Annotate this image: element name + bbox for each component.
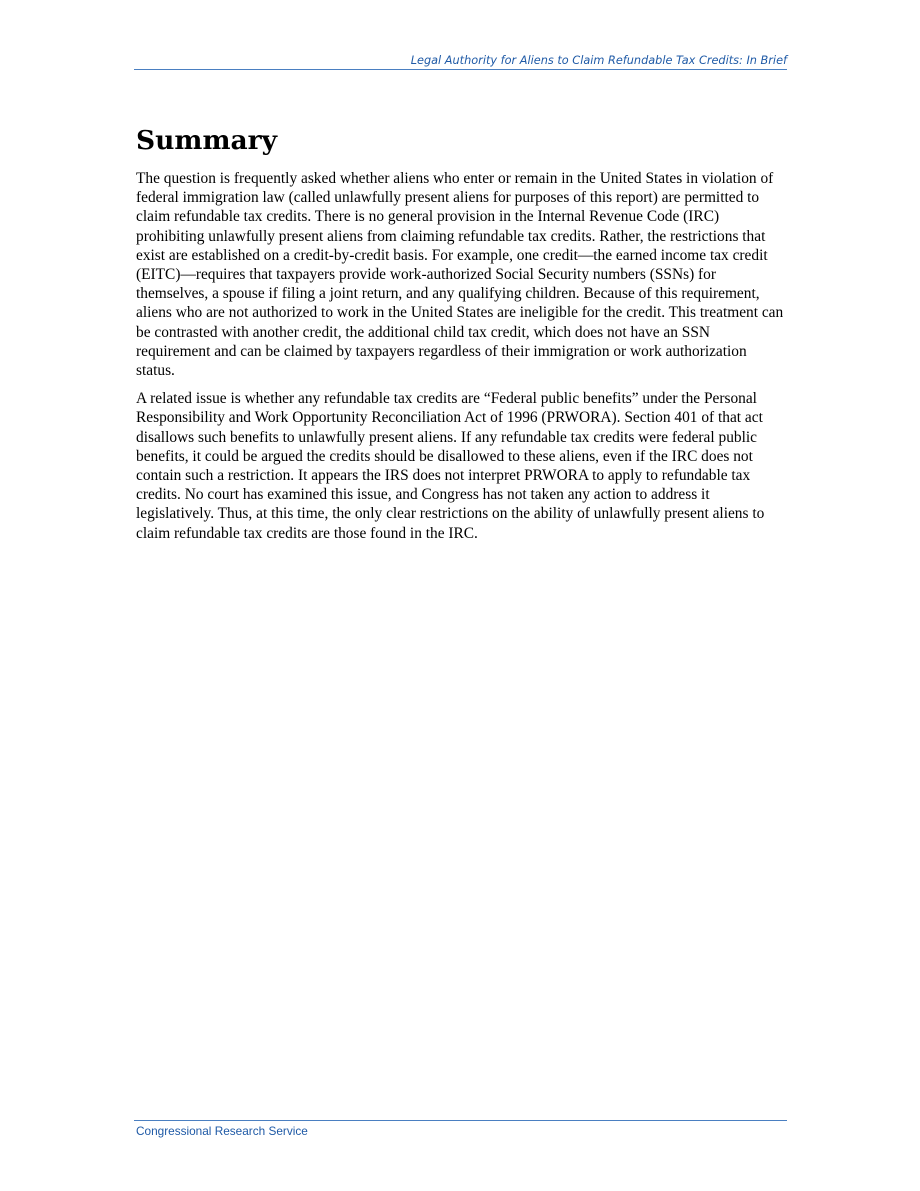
body-paragraph-2: A related issue is whether any refundable tax credits are “Federal public benefits” under the Personal Responsibility and Work Opportunity Reconciliation Act of 1996 (PRWORA). Section 401 of that act disallows such benefits to unlawfully present aliens. If any refundable tax credits were federal public benefits, it could be argued the credits should be disallowed to these aliens, even if the IRC does not contain such a restriction. It appears the IRS does not interpret PRWORA to apply to refundable tax credits. No court has examined this issue, and Congress has not taken any action to address it legislatively. Thus, at this time, the only clear restrictions on the ability of unlawfully present aliens to claim refundable tax credits are those found in the IRC. <box>136 390 765 542</box>
running-footer <box>134 1120 787 1139</box>
section-heading: Summary <box>136 125 278 156</box>
running-header <box>134 53 787 70</box>
body-paragraph-1: The question is frequently asked whether aliens who enter or remain in the United States in violation of federal immigration law (called unlawfully present aliens for purposes of this report) are permitted to claim refundable tax credits. There is no general provision in the Internal Revenue Code (IRC) prohibiting unlawfully present aliens from claiming refundable tax credits. Rather, the restrictions that exist are established on a credit-by-credit basis. For example, one credit—the earned income tax credit (EITC)—requires that taxpayers provide work-authorized Social Security numbers (SSNs) for themselves, a spouse if filing a joint return, and any qualifying children. Because of this requirement, aliens who are not authorized to work in the United States are ineligible for the credit. This treatment can be contrasted with another credit, the additional child tax credit, which does not have an SSN requirement and can be claimed by taxpayers regardless of their immigration or work authorization status. <box>136 170 784 380</box>
main-content <box>136 122 786 552</box>
running-header-title: Legal Authority for Aliens to Claim Refundable Tax Credits: In Brief <box>410 54 787 67</box>
footer-organization: Congressional Research Service <box>136 1124 308 1138</box>
